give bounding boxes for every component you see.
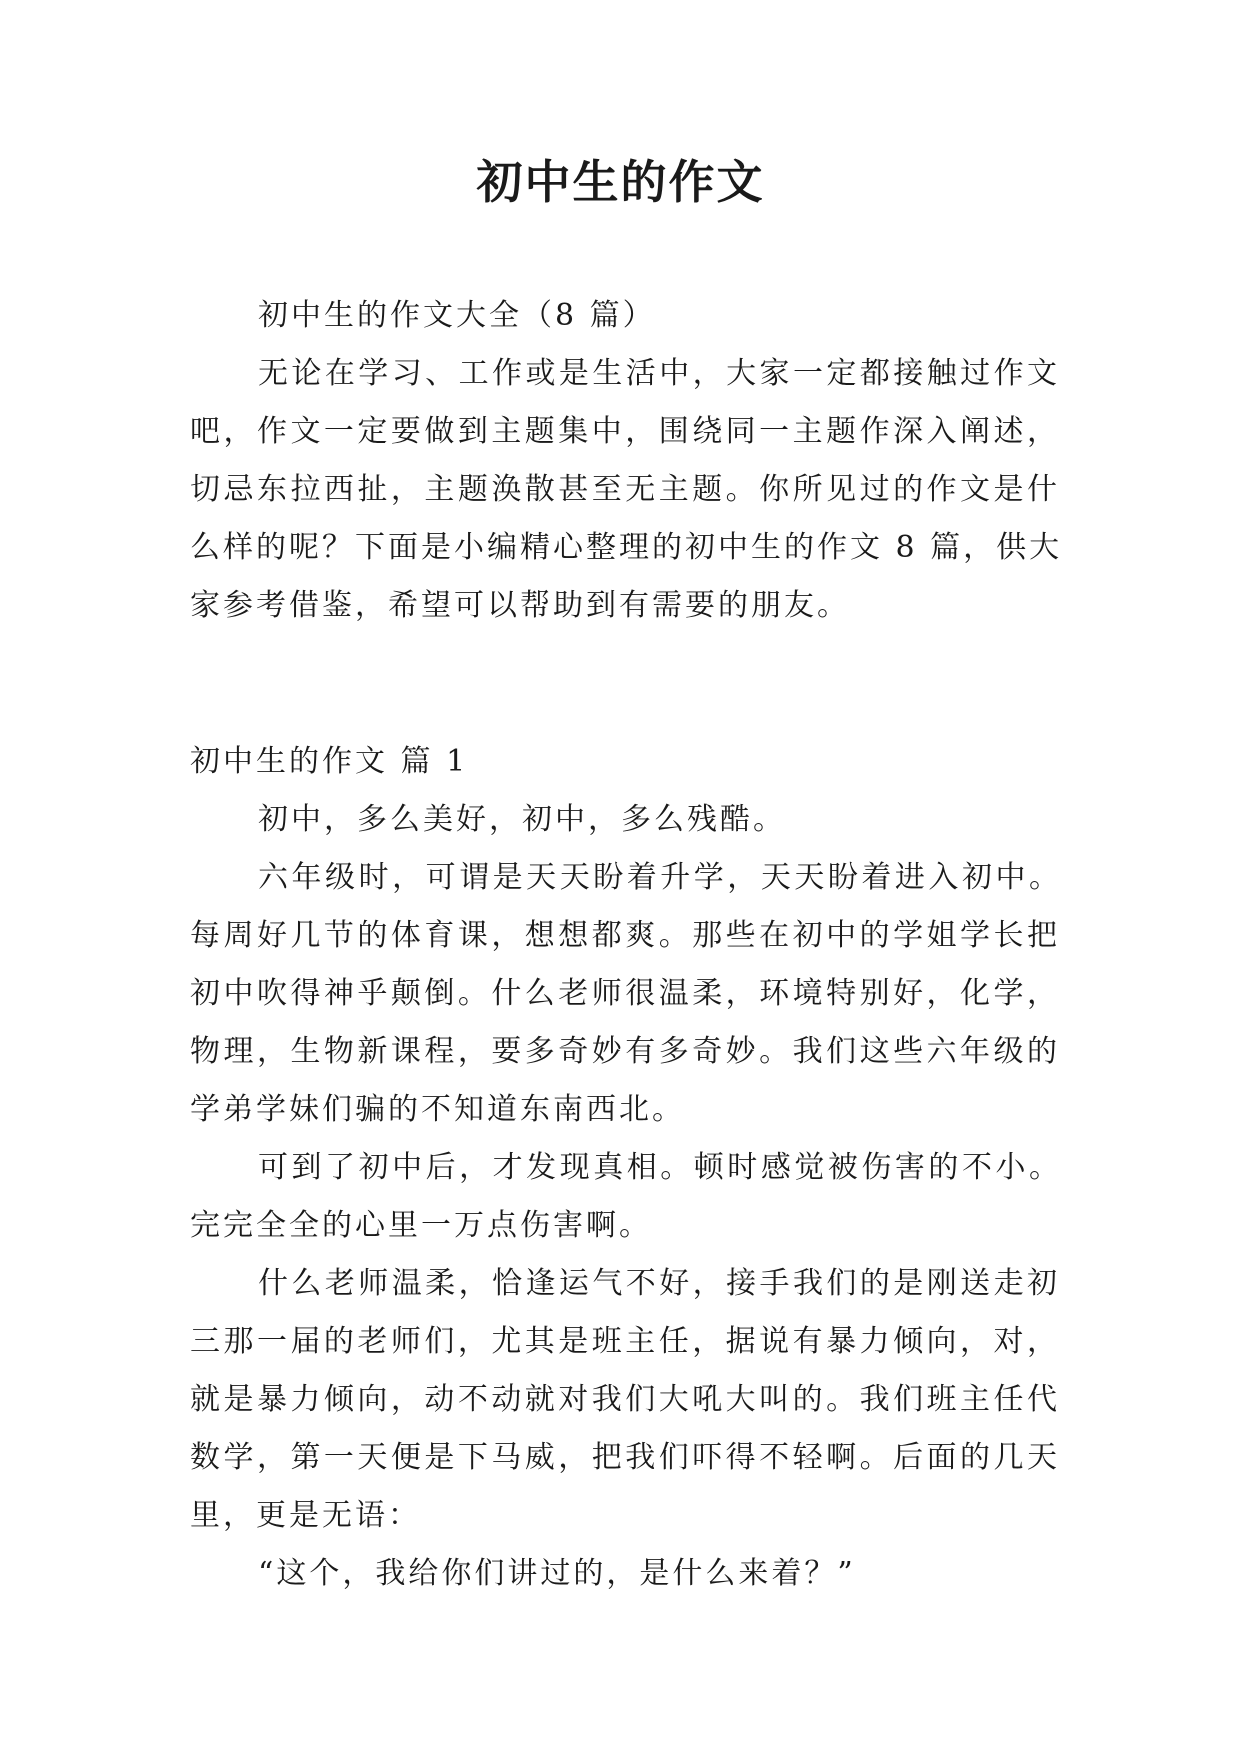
document-title: 初中生的作文: [476, 155, 765, 209]
text-line: 里，更是无语：: [190, 1498, 421, 1533]
text-line: 什么老师温柔，恰逢运气不好，接手我们的是刚送走初: [258, 1266, 1060, 1301]
text-line: 就是暴力倾向，动不动就对我们大吼大叫的。我们班主任代: [190, 1382, 1060, 1417]
text-line: 完完全全的心里一万点伤害啊。: [190, 1208, 652, 1243]
text-line: 初中，多么美好，初中，多么残酷。: [258, 802, 786, 837]
paragraph: [190, 1545, 1060, 1603]
text-line: 么样的呢？下面是小编精心整理的初中生的作文 8 篇，供大: [190, 530, 1063, 565]
document-subtitle: 初中生的作文大全（8 篇）: [258, 298, 656, 333]
text-line: 六年级时，可谓是天天盼着升学，天天盼着进入初中。: [258, 860, 1060, 895]
section-heading: 初中生的作文 篇 1: [190, 744, 469, 779]
text-line: 家参考借鉴，希望可以帮助到有需要的朋友。: [190, 588, 850, 623]
text-line: 吧，作文一定要做到主题集中，围绕同一主题作深入阐述，: [190, 414, 1060, 449]
text-line: 无论在学习、工作或是生活中，大家一定都接触过作文: [258, 356, 1060, 391]
paragraph: [190, 849, 1060, 1139]
text-line: “这个，我给你们讲过的，是什么来着？”: [258, 1556, 856, 1591]
intro-paragraph: [190, 345, 1063, 635]
document-body: [190, 287, 1063, 1603]
text-line: 切忌东拉西扯，主题涣散甚至无主题。你所见过的作文是什: [190, 472, 1060, 507]
text-line: 三那一届的老师们，尤其是班主任，据说有暴力倾向，对，: [190, 1324, 1060, 1359]
text-line: 数学，第一天便是下马威，把我们吓得不轻啊。后面的几天: [190, 1440, 1060, 1475]
text-line: 每周好几节的体育课，想想都爽。那些在初中的学姐学长把: [190, 918, 1060, 953]
paragraph: [190, 1139, 1060, 1255]
text-line: 物理，生物新课程，要多奇妙有多奇妙。我们这些六年级的: [190, 1034, 1060, 1069]
section-spacer: [190, 635, 1060, 733]
paragraph: [190, 791, 1060, 849]
text-line: 初中吹得神乎颠倒。什么老师很温柔，环境特别好，化学，: [190, 976, 1060, 1011]
text-line: 学弟学妹们骗的不知道东南西北。: [190, 1092, 685, 1127]
paragraph: [190, 1255, 1060, 1545]
text-line: 可到了初中后，才发现真相。顿时感觉被伤害的不小。: [258, 1150, 1060, 1185]
